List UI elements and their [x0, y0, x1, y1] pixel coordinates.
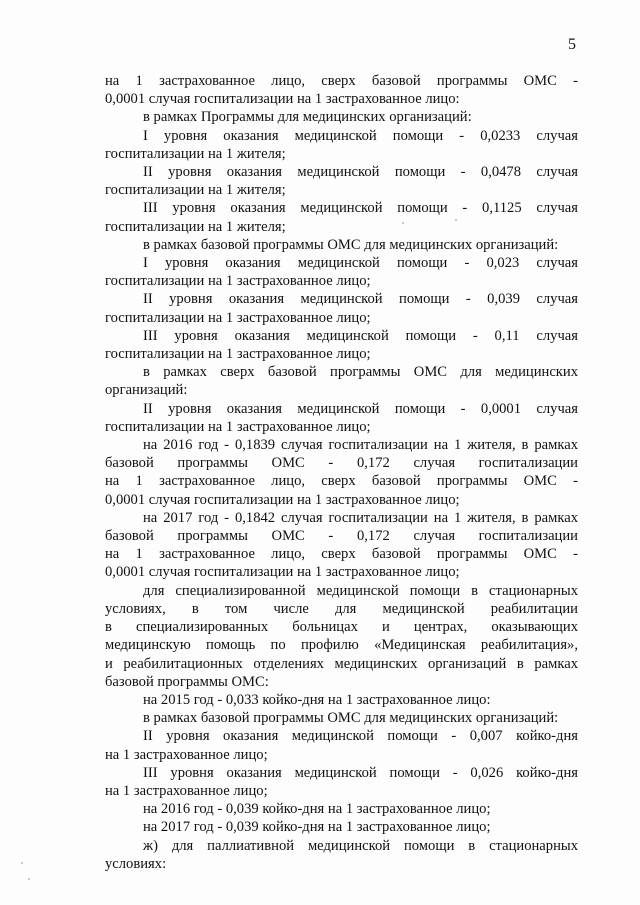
text-line: II уровня оказания медицинской помощи - 0,039 случая	[143, 291, 578, 308]
text-line: госпитализации на 1 застрахованное лицо;	[105, 309, 371, 326]
scan-artifact	[21, 862, 23, 864]
text-line: в рамках Программы для медицинских организаций:	[143, 109, 472, 126]
scan-artifact	[455, 219, 457, 221]
text-line: организаций:	[105, 382, 188, 399]
text-line: госпитализации на 1 застрахованное лицо;	[105, 418, 371, 435]
text-line: на 2016 год - 0,1839 случая госпитализации на 1 жителя, в рамках	[143, 437, 578, 454]
text-line: на 1 застрахованное лицо;	[105, 782, 268, 799]
text-line: II уровня оказания медицинской помощи - 0,0478 случая	[143, 164, 578, 181]
text-line: на 2016 год - 0,039 койко-дня на 1 застрахованное лицо;	[143, 801, 491, 818]
text-line: 0,0001 случая госпитализации на 1 застрахованное лицо:	[105, 91, 460, 108]
text-line: III уровня оказания медицинской помощи - 0,11 случая	[143, 327, 578, 344]
document-body	[105, 72, 578, 873]
text-line: на 1 застрахованное лицо, сверх базовой программы ОМС -	[105, 473, 578, 490]
text-line: госпитализации на 1 жителя;	[105, 145, 286, 162]
text-line: в специализированных больницах и центрах, оказывающих	[105, 619, 578, 636]
text-line: 0,0001 случая госпитализации на 1 застрахованное лицо;	[105, 564, 460, 581]
text-line: III уровня оказания медицинской помощи - 0,1125 случая	[143, 200, 578, 217]
text-line: госпитализации на 1 жителя;	[105, 182, 286, 199]
text-line: в рамках базовой программы ОМС для медицинских организаций:	[143, 236, 559, 253]
text-line: на 1 застрахованное лицо;	[105, 746, 268, 763]
text-line: медицинскую помощь по профилю «Медицинская реабилитация»,	[105, 637, 578, 654]
text-line: в рамках базовой программы ОМС для медицинских организаций:	[143, 710, 559, 727]
text-line: на 2017 год - 0,039 койко-дня на 1 застрахованное лицо;	[143, 819, 491, 836]
text-line: на 2015 год - 0,033 койко-дня на 1 застрахованное лицо:	[143, 691, 491, 708]
text-line: госпитализации на 1 застрахованное лицо;	[105, 346, 371, 363]
text-line: и реабилитационных отделениях медицинских организаций в рамках	[105, 655, 578, 672]
text-line: I уровня оказания медицинской помощи - 0,023 случая	[143, 255, 578, 272]
text-line: базовой программы ОМС:	[105, 673, 269, 690]
text-line: на 2017 год - 0,1842 случая госпитализации на 1 жителя, в рамках	[143, 509, 578, 526]
text-line: на 1 застрахованное лицо, сверх базовой программы ОМС -	[105, 546, 578, 563]
text-line: условиях, в том числе для медицинской реабилитации	[105, 600, 578, 617]
text-line: для специализированной медицинской помощи в стационарных	[143, 582, 578, 599]
text-line: госпитализации на 1 застрахованное лицо;	[105, 273, 371, 290]
text-line: в рамках сверх базовой программы ОМС для медицинских	[143, 364, 578, 381]
text-line: ж) для паллиативной медицинской помощи в стационарных	[143, 837, 578, 854]
text-line: 0,0001 случая госпитализации на 1 застрахованное лицо;	[105, 491, 460, 508]
scan-artifact	[28, 878, 30, 880]
text-line: II уровня оказания медицинской помощи - 0,007 койко-дня	[143, 728, 578, 745]
text-line: II уровня оказания медицинской помощи - 0,0001 случая	[143, 400, 578, 417]
text-line: условиях:	[105, 855, 167, 872]
text-line: I уровня оказания медицинской помощи - 0,0233 случая	[143, 127, 578, 144]
text-line: базовой программы ОМС - 0,172 случая госпитализации	[105, 528, 578, 545]
text-line: на 1 застрахованное лицо, сверх базовой программы ОМС -	[105, 73, 578, 89]
text-line: базовой программы ОМС - 0,172 случая госпитализации	[105, 455, 578, 472]
page-number: 5	[568, 36, 576, 53]
text-line: III уровня оказания медицинской помощи - 0,026 койко-дня	[143, 764, 578, 781]
scan-artifact	[402, 222, 404, 224]
text-line: госпитализации на 1 жителя;	[105, 218, 286, 235]
